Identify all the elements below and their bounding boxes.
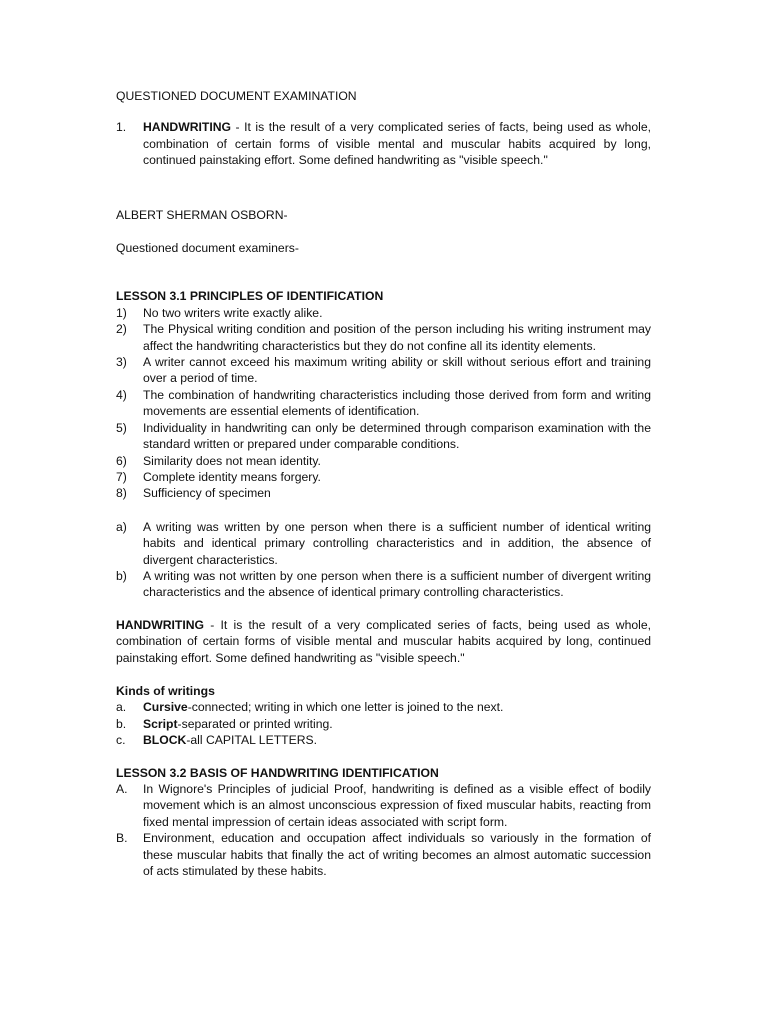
intro-definition: - It is the result of a very complicated series of facts, being used as whole, combination of certain forms of visible mental and muscular habits acquired by long, continued painstaking effort. Some defined handwriting as "visible speech." bbox=[143, 120, 651, 168]
list-marker: a. bbox=[116, 700, 127, 715]
list-item-text: A writing was not written by one person when there is a sufficient number of divergent writing characteristics and the absence of identical primary controlling characteristics. bbox=[143, 568, 651, 600]
list-item-text: Similarity does not mean identity. bbox=[143, 453, 321, 468]
handwriting-definition-text: - It is the result of a very complicated series of facts, being used as whole, combination of certain forms of visible mental and muscular habits acquired by long, continued painstaking effort. Some defined handwriting as "visible speech." bbox=[116, 617, 651, 665]
list-item-text: Complete identity means forgery. bbox=[143, 469, 321, 484]
examiners-label: Questioned document examiners- bbox=[116, 241, 299, 256]
list-marker: b. bbox=[116, 716, 127, 731]
handwriting-intro bbox=[116, 119, 651, 168]
conclusions-list bbox=[116, 519, 651, 601]
handwriting-definition bbox=[116, 617, 651, 666]
kind-term: BLOCK bbox=[143, 733, 187, 748]
list-item bbox=[116, 453, 651, 469]
intro-term: HANDWRITING bbox=[143, 120, 232, 135]
lesson-3-1-heading: LESSON 3.1 PRINCIPLES OF IDENTIFICATION bbox=[116, 289, 384, 304]
list-marker: 3) bbox=[116, 355, 127, 370]
list-item-text: A writer cannot exceed his maximum writing ability or skill without serious effort and training over a period of time. bbox=[143, 355, 651, 386]
list-item bbox=[116, 321, 651, 354]
lesson-3-2-heading: LESSON 3.2 BASIS OF HANDWRITING IDENTIFICATION bbox=[116, 765, 439, 780]
list-item-text bbox=[143, 699, 651, 715]
list-marker: A. bbox=[116, 782, 128, 796]
document-page bbox=[116, 88, 651, 879]
list-item bbox=[116, 420, 651, 453]
kind-description: -all CAPITAL LETTERS. bbox=[186, 733, 318, 748]
kinds-heading: Kinds of writings bbox=[116, 683, 215, 698]
list-marker: 6) bbox=[116, 453, 127, 468]
list-item-text: In Wignore's Principles of judicial Proof, handwriting is defined as a visible effect of bodily movement which is an almost unconscious expression of fixed muscular habits, reacting from fixed mental impression of certain ideas associated with script form. bbox=[143, 782, 651, 829]
kind-description: -separated or printed writing. bbox=[177, 716, 333, 731]
list-item-text bbox=[143, 716, 651, 732]
principles-list bbox=[116, 305, 651, 502]
kind-term: Cursive bbox=[143, 700, 188, 715]
handwriting-term: HANDWRITING bbox=[116, 617, 205, 632]
list-item bbox=[116, 305, 651, 321]
list-item bbox=[116, 716, 651, 732]
list-item bbox=[116, 781, 651, 830]
document-title: QUESTIONED DOCUMENT EXAMINATION bbox=[116, 89, 357, 103]
list-item-text: Environment, education and occupation affect individuals so variously in the formation of these muscular habits that finally the act of writing becomes an almost automatic succession of acts stimulated by these habits. bbox=[143, 831, 651, 879]
list-marker: 1) bbox=[116, 305, 127, 320]
kinds-list bbox=[116, 699, 651, 748]
list-item-text: The Physical writing condition and position of the person including his writing instrument may affect the handwriting characteristics but they do not confine all its identity elements. bbox=[143, 322, 651, 353]
list-item bbox=[116, 732, 651, 748]
intro-number: 1. bbox=[116, 120, 127, 135]
intro-text bbox=[143, 119, 651, 168]
list-item bbox=[116, 387, 651, 420]
list-item bbox=[116, 354, 651, 387]
list-item bbox=[116, 699, 651, 715]
list-item-text: No two writers write exactly alike. bbox=[143, 305, 323, 320]
list-item bbox=[116, 830, 651, 879]
list-item bbox=[116, 469, 651, 485]
list-marker: 2) bbox=[116, 322, 127, 337]
kind-term: Script bbox=[143, 716, 178, 731]
list-item-text: Sufficiency of specimen bbox=[143, 486, 271, 501]
list-item-text bbox=[143, 732, 651, 748]
list-marker: B. bbox=[116, 831, 128, 846]
list-item-text: Individuality in handwriting can only be determined through comparison examination with the standard written or prepared under comparable conditions. bbox=[143, 420, 651, 452]
list-marker: a) bbox=[116, 519, 127, 534]
list-item bbox=[116, 519, 651, 568]
list-marker: c. bbox=[116, 733, 126, 748]
list-item bbox=[116, 568, 651, 601]
osborn-label: ALBERT SHERMAN OSBORN- bbox=[116, 207, 288, 222]
kind-description: -connected; writing in which one letter is joined to the next. bbox=[187, 700, 504, 715]
list-marker: 8) bbox=[116, 486, 127, 501]
list-marker: 7) bbox=[116, 469, 127, 484]
list-item-text: A writing was written by one person when there is a sufficient number of identical writing habits and identical primary controlling characteristics and in addition, the absence of divergent characteristics. bbox=[143, 519, 651, 567]
list-item bbox=[116, 485, 651, 501]
list-marker: 4) bbox=[116, 387, 127, 402]
basis-list bbox=[116, 781, 651, 879]
list-item-text: The combination of handwriting characteristics including those derived from form and writing movements are essential elements of identification. bbox=[143, 387, 651, 419]
list-marker: b) bbox=[116, 568, 127, 583]
list-marker: 5) bbox=[116, 420, 127, 435]
